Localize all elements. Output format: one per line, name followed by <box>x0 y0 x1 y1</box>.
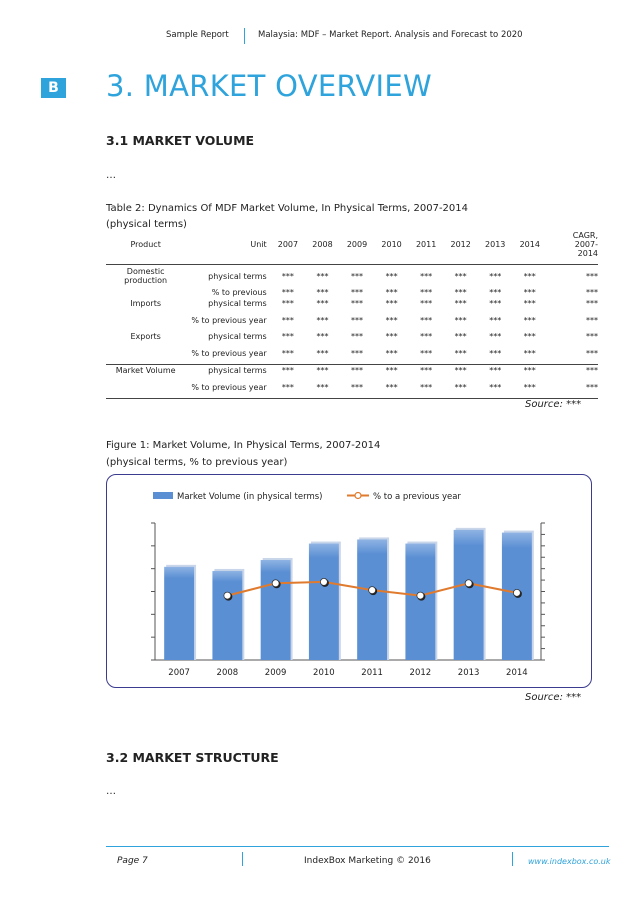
subsection-market-volume: 3.1 MARKET VOLUME <box>106 133 255 148</box>
cell-value: *** <box>340 376 375 399</box>
line-marker <box>224 592 231 599</box>
cell-value: *** <box>443 265 478 288</box>
cell-value: *** <box>340 265 375 288</box>
cell-unit: % to previous <box>211 288 267 297</box>
table-row <box>106 298 598 309</box>
table-row <box>106 287 598 298</box>
cell-unit: physical terms <box>185 265 270 288</box>
cell-product: Domestic production <box>106 265 185 288</box>
col-header-year: 2013 <box>485 239 506 249</box>
bar <box>164 567 194 660</box>
col-header-unit: Unit <box>250 239 267 249</box>
x-tick-label: 2012 <box>409 668 432 678</box>
header-title: Malaysia: MDF – Market Report. Analysis and Forecast to 2020 <box>258 30 523 40</box>
col-header-year: 2009 <box>346 239 368 249</box>
cell-unit: physical terms <box>208 299 267 308</box>
figure-caption: Figure 1: Market Volume, In Physical Terms, 2007-2014 <box>106 440 381 451</box>
cell-value: *** <box>489 288 502 297</box>
col-header-cagr: CAGR, 2007-2014 <box>572 230 598 258</box>
ellipsis-1: … <box>106 170 116 181</box>
cell-value: *** <box>316 348 329 358</box>
cell-value: *** <box>374 376 409 399</box>
table-row <box>106 309 598 331</box>
cell-value: *** <box>523 348 536 358</box>
line-marker <box>465 580 472 587</box>
footer-separator <box>242 852 243 866</box>
cell-product: Market Volume <box>106 365 185 377</box>
cell-product <box>106 287 185 298</box>
footer-page: Page 7 <box>117 856 148 866</box>
cell-value: *** <box>351 288 364 297</box>
table-row <box>106 265 598 288</box>
x-tick-label: 2008 <box>216 668 239 678</box>
cell-value: *** <box>478 365 513 377</box>
header-left: Sample Report <box>166 30 229 40</box>
bar <box>309 544 339 660</box>
cell-product <box>106 376 185 399</box>
cell-value: *** <box>409 265 444 288</box>
cell-value: *** <box>523 332 536 341</box>
bar <box>212 571 242 660</box>
cell-unit: % to previous year <box>191 315 267 325</box>
cell-cagr: *** <box>547 365 598 377</box>
cell-value: *** <box>351 348 364 358</box>
cell-value: *** <box>420 332 433 341</box>
cell-value: *** <box>316 299 329 308</box>
cell-unit: physical terms <box>185 365 270 377</box>
col-header-year: 2012 <box>450 239 471 249</box>
figure-source: Source: *** <box>525 692 582 703</box>
cell-value: *** <box>305 265 340 288</box>
legend-label-line: % to a previous year <box>373 492 461 502</box>
cell-value: *** <box>281 332 294 341</box>
cell-value: *** <box>420 315 433 325</box>
cell-value: *** <box>271 365 306 377</box>
cell-value: *** <box>523 315 536 325</box>
cell-product <box>106 342 185 365</box>
cell-value: *** <box>454 315 467 325</box>
cell-value: *** <box>281 315 294 325</box>
cell-value: *** <box>340 365 375 377</box>
footer-separator <box>512 852 513 866</box>
table-caption: Table 2: Dynamics Of MDF Market Volume, In Physical Terms, 2007-2014 <box>106 203 469 214</box>
x-tick-label: 2007 <box>168 668 190 678</box>
market-volume-table <box>106 224 598 399</box>
cell-value: *** <box>316 288 329 297</box>
cell-value: *** <box>523 288 536 297</box>
line-marker <box>320 578 327 585</box>
cell-product: Imports <box>130 299 161 308</box>
cell-value: *** <box>478 265 513 288</box>
table-header-row <box>106 224 598 265</box>
cell-value: *** <box>351 315 364 325</box>
cell-value: *** <box>454 348 467 358</box>
cell-value: *** <box>374 265 409 288</box>
cell-value: *** <box>305 376 340 399</box>
cell-value: *** <box>443 365 478 377</box>
cell-cagr: *** <box>586 288 598 297</box>
cell-value: *** <box>374 365 409 377</box>
section-badge-icon: B <box>41 78 66 98</box>
cell-product: Exports <box>130 332 161 341</box>
figure-caption-unit: (physical terms, % to previous year) <box>106 457 288 468</box>
cell-value: *** <box>443 376 478 399</box>
cell-cagr: *** <box>586 348 598 358</box>
cell-value: *** <box>409 365 444 377</box>
table-row <box>106 365 598 377</box>
x-tick-label: 2014 <box>506 668 528 678</box>
cell-value: *** <box>281 288 294 297</box>
x-tick-label: 2010 <box>313 668 335 678</box>
cell-value: *** <box>489 299 502 308</box>
cell-cagr: *** <box>586 332 598 341</box>
col-header-year: 2011 <box>415 239 437 249</box>
cell-value: *** <box>271 265 306 288</box>
cell-value: *** <box>420 299 433 308</box>
cell-value: *** <box>351 332 364 341</box>
col-header-year: 2007 <box>277 239 299 249</box>
cell-value: *** <box>351 299 364 308</box>
cell-value: *** <box>420 288 433 297</box>
cell-value: *** <box>385 288 398 297</box>
cell-value: *** <box>385 348 398 358</box>
footer-url-link[interactable]: www.indexbox.co.uk <box>528 857 611 866</box>
chart-frame <box>106 474 592 688</box>
cell-value: *** <box>512 365 547 377</box>
table-row <box>106 342 598 365</box>
x-tick-label: 2009 <box>264 668 287 678</box>
cell-cagr: *** <box>586 315 598 325</box>
cell-value: *** <box>385 332 398 341</box>
col-header-product: Product <box>130 239 161 249</box>
cell-cagr: *** <box>547 376 598 399</box>
bar <box>454 530 484 660</box>
line-marker <box>369 587 376 594</box>
market-volume-chart <box>107 475 590 686</box>
section-title: 3. MARKET OVERVIEW <box>106 69 432 103</box>
cell-unit: physical terms <box>208 332 267 341</box>
cell-value: *** <box>409 376 444 399</box>
line-marker <box>417 592 424 599</box>
bar <box>261 560 291 660</box>
line-marker <box>272 580 279 587</box>
cell-value: *** <box>420 348 433 358</box>
bar <box>357 539 387 660</box>
cell-unit: % to previous year <box>191 348 267 358</box>
cell-value: *** <box>512 265 547 288</box>
legend-line-marker <box>355 493 361 499</box>
cell-value: *** <box>316 332 329 341</box>
cell-value: *** <box>281 299 294 308</box>
cell-value: *** <box>454 332 467 341</box>
col-header-year: 2010 <box>381 239 402 249</box>
header-separator <box>244 28 245 44</box>
cell-value: *** <box>489 332 502 341</box>
legend-bar-swatch <box>153 492 173 499</box>
cell-value: *** <box>271 376 306 399</box>
line-marker <box>513 589 520 596</box>
ellipsis-2: … <box>106 786 116 797</box>
cell-value: *** <box>385 315 398 325</box>
table-source: Source: *** <box>525 399 582 410</box>
cell-value: *** <box>489 348 502 358</box>
cell-cagr: *** <box>586 299 598 308</box>
table-caption-unit: (physical terms) <box>106 219 187 230</box>
cell-value: *** <box>523 299 536 308</box>
cell-unit: % to previous year <box>185 376 270 399</box>
cell-value: *** <box>281 348 294 358</box>
legend-label-bar: Market Volume (in physical terms) <box>177 492 323 502</box>
cell-value: *** <box>454 288 467 297</box>
cell-product <box>106 309 185 331</box>
cell-value: *** <box>305 365 340 377</box>
cell-value: *** <box>316 315 329 325</box>
col-header-year: 2014 <box>519 239 540 249</box>
table-row <box>106 331 598 342</box>
cell-value: *** <box>512 376 547 399</box>
footer-line <box>106 846 609 847</box>
cell-value: *** <box>489 315 502 325</box>
subsection-market-structure: 3.2 MARKET STRUCTURE <box>106 750 279 765</box>
table-row <box>106 376 598 399</box>
x-tick-label: 2011 <box>361 668 383 678</box>
cell-value: *** <box>478 376 513 399</box>
cell-value: *** <box>385 299 398 308</box>
x-tick-label: 2013 <box>457 668 480 678</box>
cell-value: *** <box>454 299 467 308</box>
cell-cagr: *** <box>547 265 598 288</box>
bar <box>405 544 435 660</box>
footer-copyright: IndexBox Marketing © 2016 <box>304 856 431 866</box>
col-header-year: 2008 <box>312 239 333 249</box>
